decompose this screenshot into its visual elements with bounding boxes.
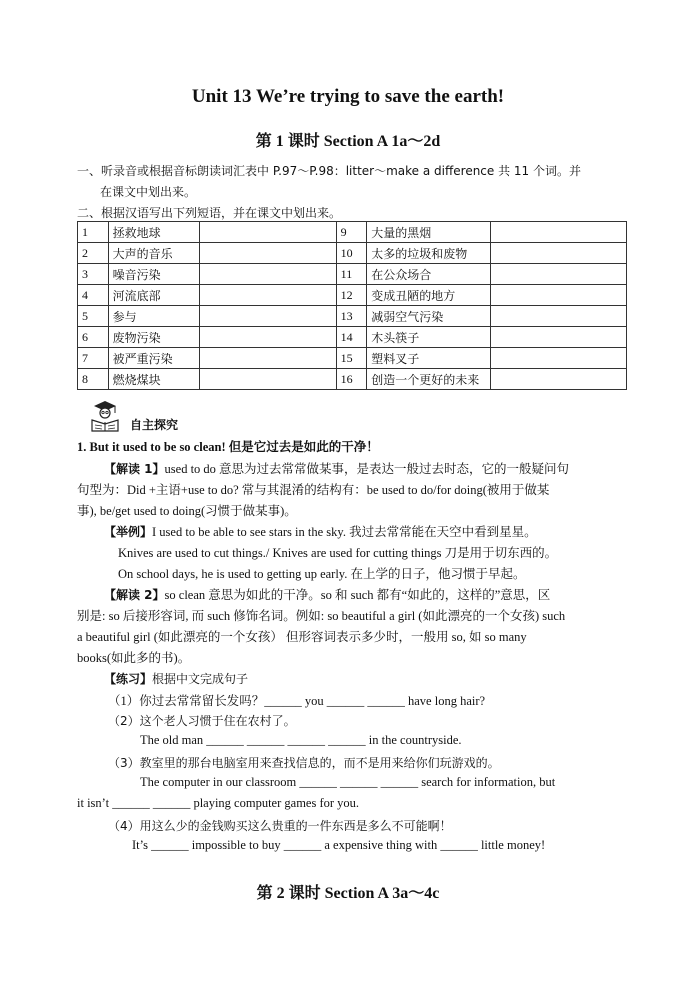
vocab-chinese: 在公众场合 xyxy=(367,264,491,285)
vocab-chinese: 大量的黑烟 xyxy=(367,222,491,243)
vocab-answer-blank[interactable] xyxy=(490,285,626,306)
vocab-answer-blank[interactable] xyxy=(200,327,336,348)
vocab-answer-blank[interactable] xyxy=(490,327,626,348)
vocab-number: 1 xyxy=(78,222,109,243)
vocab-number: 7 xyxy=(78,348,109,369)
vocab-number: 2 xyxy=(78,243,109,264)
vocab-answer-blank[interactable] xyxy=(200,264,336,285)
vocab-chinese: 变成丑陋的地方 xyxy=(367,285,491,306)
vocab-answer-blank[interactable] xyxy=(490,369,626,390)
exp1-line3: 事), be/get used to doing(习惯于做某事)。 xyxy=(77,504,297,518)
explore-label: 自主探究 xyxy=(130,418,179,432)
vocab-number: 5 xyxy=(78,306,109,327)
vocab-number: 4 xyxy=(78,285,109,306)
vocab-answer-blank[interactable] xyxy=(490,222,626,243)
vocab-chinese: 被严重污染 xyxy=(108,348,200,369)
exp2-text1: so clean 意思为如此的干净。so 和 such 都有“如此的，这样的”意思，区 xyxy=(164,588,551,602)
vocab-chinese: 减弱空气污染 xyxy=(367,306,491,327)
exp1-line1 xyxy=(104,459,569,477)
lesson-subtitle: 第 1 课时 Section A 1a～2d xyxy=(255,133,441,150)
question-4-sentence: It’s ______ impossible to buy ______ a expensive thing with ______ little money! xyxy=(132,838,546,852)
example-line2: Knives are used to cut things./ Knives are used for cutting things 刀是用于切东西的。 xyxy=(118,546,558,560)
exp1-text1: used to do 意思为过去常常做某事，是表达一般过去时态，它的一般疑问句 xyxy=(164,462,570,476)
vocab-number: 12 xyxy=(336,285,367,306)
vocab-answer-blank[interactable] xyxy=(200,348,336,369)
example-line3: On school days, he is used to getting up early. 在上学的日子，他习惯于早起。 xyxy=(118,567,526,581)
table-row xyxy=(78,306,627,327)
vocab-number: 9 xyxy=(336,222,367,243)
question-2: （2）这个老人习惯于住在农村了。 xyxy=(108,714,296,728)
table-row xyxy=(78,369,627,390)
vocab-answer-blank[interactable] xyxy=(200,306,336,327)
practice-tag: 【练习】 xyxy=(104,672,153,686)
vocab-table xyxy=(77,221,627,390)
task1-line2: 在课文中划出来。 xyxy=(100,185,197,199)
task2-instruction: 二、根据汉语写出下列短语，并在课文中划出来。 xyxy=(77,206,342,220)
question-3: （3）教室里的那台电脑室用来查找信息的，而不是用来给你们玩游戏的。 xyxy=(108,756,500,770)
vocab-number: 10 xyxy=(336,243,367,264)
table-row xyxy=(78,285,627,306)
vocab-chinese: 废物污染 xyxy=(108,327,200,348)
vocab-answer-blank[interactable] xyxy=(200,285,336,306)
vocab-chinese: 大声的音乐 xyxy=(108,243,200,264)
reading-student-icon xyxy=(88,398,122,436)
vocab-answer-blank[interactable] xyxy=(200,222,336,243)
question-4: （4）用这么少的金钱购买这么贵重的一件东西是多么不可能啊！ xyxy=(108,819,452,833)
task1-line1: 一、听录音或根据音标朗读词汇表中 P.97～P.98：litter～make a difference 共 11 个词。并 xyxy=(77,164,581,178)
exp2-line1 xyxy=(104,585,550,603)
exp2-tag: 【解读 2】 xyxy=(104,588,165,602)
example-line1 xyxy=(104,522,537,540)
vocab-answer-blank[interactable] xyxy=(490,306,626,327)
vocab-chinese: 太多的垃圾和废物 xyxy=(367,243,491,264)
vocab-answer-blank[interactable] xyxy=(490,348,626,369)
vocab-number: 3 xyxy=(78,264,109,285)
question-3-sentence-1: The computer in our classroom ______ ______ ______ search for information, but xyxy=(140,775,556,789)
practice-heading xyxy=(104,670,248,687)
vocab-number: 8 xyxy=(78,369,109,390)
section2-heading: 第 2 课时 Section A 3a～4c xyxy=(256,885,440,902)
example-text1: I used to be able to see stars in the sky. 我过去常常能在天空中看到星星。 xyxy=(152,525,537,539)
vocab-chinese: 塑料叉子 xyxy=(367,348,491,369)
vocab-chinese: 参与 xyxy=(108,306,200,327)
table-row xyxy=(78,348,627,369)
vocab-number: 13 xyxy=(336,306,367,327)
exp2-line2: 别是: so 后接形容词, 而 such 修饰名词。例如: so beautiful a girl (如此漂亮的一个女孩) such xyxy=(77,609,566,623)
table-row xyxy=(78,222,627,243)
point1-heading: 1. But it used to be so clean! 但是它过去是如此的干净！ xyxy=(77,440,379,454)
exp2-line4: books(如此多的书)。 xyxy=(77,651,191,665)
vocab-chinese: 燃烧煤块 xyxy=(108,369,200,390)
exp1-tag: 【解读 1】 xyxy=(104,462,165,476)
unit-title: Unit 13 We’re trying to save the earth! xyxy=(191,86,505,107)
practice-instruction: 根据中文完成句子 xyxy=(152,672,249,686)
table-row xyxy=(78,243,627,264)
vocab-chinese: 河流底部 xyxy=(108,285,200,306)
vocab-chinese: 创造一个更好的未来 xyxy=(367,369,491,390)
vocab-number: 6 xyxy=(78,327,109,348)
table-row xyxy=(78,327,627,348)
vocab-number: 15 xyxy=(336,348,367,369)
vocab-chinese: 噪音污染 xyxy=(108,264,200,285)
question-1: （1）你过去常常留长发吗？______ you ______ ______ have long hair? xyxy=(108,694,486,708)
exp2-line3: a beautiful girl (如此漂亮的一个女孩） 但形容词表示多少时，一般用 so, 如 so many xyxy=(77,630,527,644)
vocab-chinese: 木头筷子 xyxy=(367,327,491,348)
vocab-answer-blank[interactable] xyxy=(200,243,336,264)
question-3-sentence-2: it isn’t ______ ______ playing computer games for you. xyxy=(77,796,360,810)
vocab-answer-blank[interactable] xyxy=(200,369,336,390)
vocab-answer-blank[interactable] xyxy=(490,264,626,285)
vocab-answer-blank[interactable] xyxy=(490,243,626,264)
question-2-sentence: The old man ______ ______ ______ ______ in the countryside. xyxy=(140,733,462,747)
vocab-number: 14 xyxy=(336,327,367,348)
example-tag: 【举例】 xyxy=(104,525,153,539)
vocab-number: 11 xyxy=(336,264,367,285)
exp1-line2: 句型为：Did +主语+use to do? 常与其混淆的结构有：be used to do/for doing(被用于做某 xyxy=(77,483,550,497)
vocab-number: 16 xyxy=(336,369,367,390)
table-row xyxy=(78,264,627,285)
vocab-chinese: 拯救地球 xyxy=(108,222,200,243)
